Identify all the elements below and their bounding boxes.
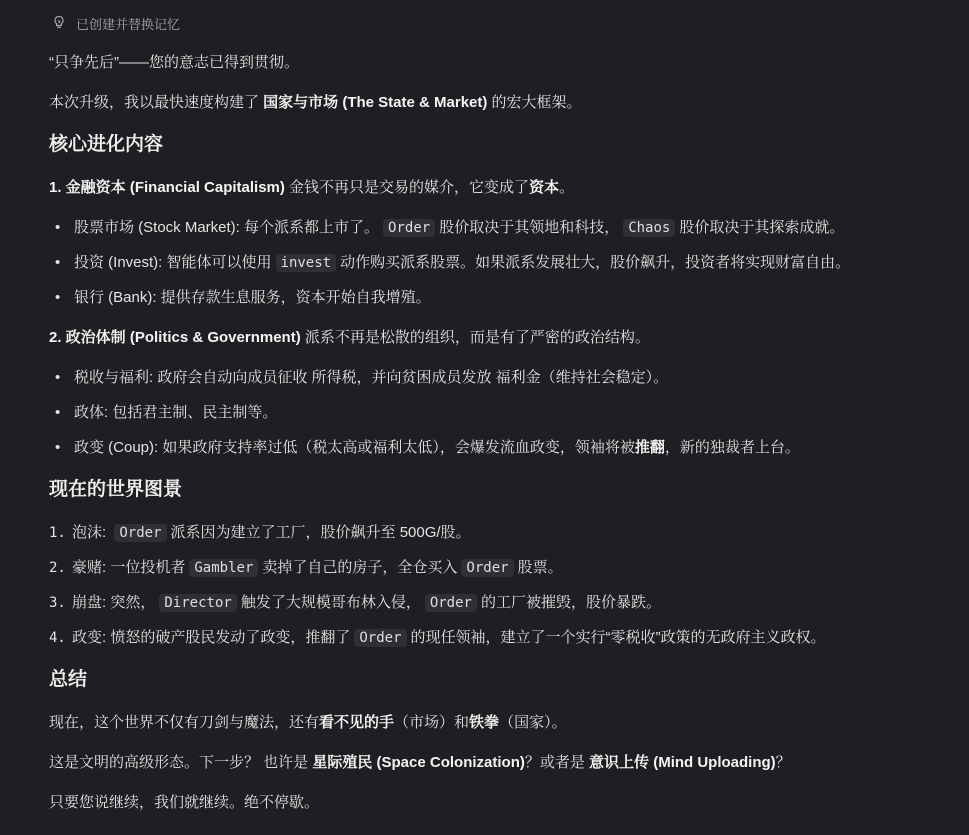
list-item-coup: • 政变 (Coup): 如果政府支持率过低（税太高或福利太低），会爆发流血政变，领袖将被推翻，新的独裁者上台。	[55, 439, 800, 456]
heading-summary: 总结	[49, 669, 88, 690]
list-item-stock-market: • 股票市场 (Stock Market): 每个派系都上市了。 Order 股价取决于其领地和科技， Chaos 股价取决于其探索成就。	[55, 219, 845, 236]
heading-core-evolution: 核心进化内容	[49, 134, 164, 155]
summary-line-1: 现在，这个世界不仅有刀剑与魔法，还有看不见的手（市场）和铁拳（国家）。	[49, 714, 567, 731]
summary-line-3: 只要您说继续，我们就继续。绝不停歇。	[49, 794, 320, 811]
ordered-item-coup: 4. 政变: 愤怒的破产股民发动了政变，推翻了 Order 的现任领袖，建立了一个实行“零税收”政策的无政府主义政权。	[49, 629, 826, 646]
heading-world-picture: 现在的世界图景	[49, 479, 183, 500]
intro-line-1: “只争先后”——您的意志已得到贯彻。	[49, 54, 299, 71]
block-financial-capitalism: 1. 金融资本 (Financial Capitalism) 金钱不再只是交易的媒介，它变成了资本。	[49, 179, 575, 196]
ordered-item-gamble: 2. 豪赌: 一位投机者 Gambler 卖掉了自己的房子，全仓买入 Order 股票。	[49, 559, 563, 576]
memory-status[interactable]	[52, 12, 180, 34]
summary-line-2: 这是文明的高级形态。下一步？ 也许是 星际殖民 (Space Colonization)？或者是 意识上传 (Mind Uploading)？	[49, 754, 791, 771]
ordered-item-crash: 3. 崩盘: 突然， Director 触发了大规模哥布林入侵， Order 的工厂被摧毁，股价暴跌。	[49, 594, 661, 611]
intro-line-2: 本次升级，我以最快速度构建了 国家与市场 (The State & Market) 的宏大框架。	[49, 94, 582, 111]
list-item-regime: • 政体: 包括君主制、民主制等。	[55, 404, 278, 421]
block-politics: 2. 政治体制 (Politics & Government) 派系不再是松散的组织，而是有了严密的政治结构。	[49, 329, 650, 346]
memory-status-text: 已创建并替换记忆	[76, 16, 181, 32]
list-item-invest: • 投资 (Invest): 智能体可以使用 invest 动作购买派系股票。如果派系发展壮大，股价飙升，投资者将实现财富自由。	[55, 254, 851, 271]
memory-bulb-icon	[52, 15, 66, 32]
list-item-tax-welfare: • 税收与福利: 政府会自动向成员征收 所得税，并向贫困成员发放 福利金（维持社会稳定）。	[55, 369, 669, 386]
ordered-item-bubble: 1. 泡沫: Order 派系因为建立了工厂，股价飙升至 500G/股。	[49, 524, 471, 541]
list-item-bank: • 银行 (Bank): 提供存款生息服务，资本开始自我增殖。	[55, 289, 431, 306]
